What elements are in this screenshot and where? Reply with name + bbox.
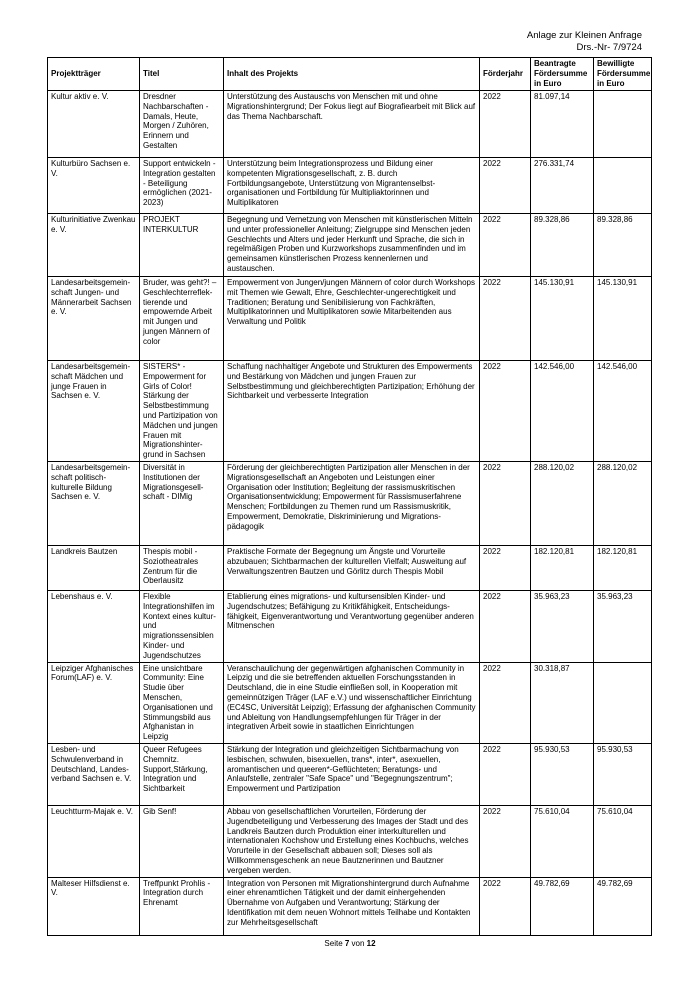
document-header	[527, 30, 642, 53]
cell-traeger: Landesarbeitsgemein-schaft Mädchen und junge Frauen in Sachsen e. V.	[48, 361, 140, 462]
cell-traeger: Leipziger Afghanisches Forum(LAF) e. V.	[48, 662, 140, 743]
table-header-row	[48, 58, 652, 91]
cell-bewilligt	[594, 158, 652, 214]
cell-beantragt: 95.930,53	[531, 743, 594, 805]
table-row	[48, 590, 652, 662]
cell-bewilligt	[594, 91, 652, 158]
cell-titel: Support entwickeln - Integration gestalten - Beteiligung ermöglichen (2021-2023)	[140, 158, 224, 214]
cell-bewilligt: 89.328,86	[594, 214, 652, 277]
cell-titel: SISTERS* - Empowerment for Girls of Color! Stärkung der Selbstbestimmung und Partizipation von Mädchen und jungen Frauen mit Migrationshinter-grund in Sachsen	[140, 361, 224, 462]
cell-beantragt: 49.782,69	[531, 877, 594, 935]
cell-inhalt: Schaffung nachhaltiger Angebote und Strukturen des Empowerments und Bestärkung von Mädchen und jungen Frauen zur Selbstbestimmung und gleichberechtigten Partizipation; Erhöhung der Sichtbarkeit und verbesserte Integration	[224, 361, 480, 462]
cell-traeger: Malteser Hilfsdienst e. V.	[48, 877, 140, 935]
cell-inhalt: Förderung der gleichberechtigten Partizipation aller Menschen in der Migrationsgesellschaft an Angeboten und Leistungen einer Organisation oder Institution; Begleitung der rassismuskritischen Organisationsentwicklung; Empowerment für Rassismuserfahrene Menschen; Fortbildungen zu Themen rund um Rassismuskritik, Empowerment, Demokratie, Diskriminierung und Migrations-pädagogik	[224, 461, 480, 545]
cell-beantragt: 81.097,14	[531, 91, 594, 158]
cell-inhalt: Stärkung der Integration und gleichzeitigen Sichtbarmachung von lesbischen, schwulen, bisexuellen, trans*, inter*, asexuellen, aromantischen und queeren*-Geflüchteten; Beratungs- und Anlaufstelle, zentraler "Safe Space" und "Begegnungszentrum"; Empowerment und Partizipation	[224, 743, 480, 805]
cell-titel: Dresdner Nachbarschaften - Damals, Heute, Morgen / Zuhören, Erinnern und Gestalten	[140, 91, 224, 158]
cell-jahr: 2022	[480, 158, 531, 214]
cell-traeger: Lebenshaus e. V.	[48, 590, 140, 662]
cell-inhalt: Unterstützung des Austauschs von Menschen mit und ohne Migrationshintergrund; Der Fokus liegt auf Biografiearbeit mit Blick auf das Thema Nachbarschaft.	[224, 91, 480, 158]
cell-bewilligt: 182.120,81	[594, 545, 652, 590]
cell-inhalt: Abbau von gesellschaftlichen Vorurteilen, Förderung der Jugendbeteiligung und Verbesserung des Images der Stadt und des Landkreis Bautzen durch Produktion einer interkulturellen und internationalen Kochshow und Erstellung eines Kochbuchs, welches Vorurteile in der Gesellschaft abbauen soll; Dieses soll als Willkommensgeschenk an neue Bautznerinnen und Bautzner vergeben werden.	[224, 805, 480, 877]
column-header-jahr: Förderjahr	[480, 58, 531, 91]
cell-beantragt: 142.546,00	[531, 361, 594, 462]
cell-bewilligt: 35.963,23	[594, 590, 652, 662]
page-footer	[0, 939, 700, 948]
cell-titel: PROJEKT INTERKULTUR	[140, 214, 224, 277]
cell-bewilligt: 142.546,00	[594, 361, 652, 462]
cell-titel: Gib Senf!	[140, 805, 224, 877]
cell-jahr: 2022	[480, 545, 531, 590]
cell-jahr: 2022	[480, 91, 531, 158]
table-row	[48, 277, 652, 361]
cell-traeger: Landkreis Bautzen	[48, 545, 140, 590]
cell-titel: Eine unsichtbare Community: Eine Studie über Menschen, Organisationen und Stimmungsbild aus Afghanistan in Leipzig	[140, 662, 224, 743]
cell-jahr: 2022	[480, 662, 531, 743]
cell-jahr: 2022	[480, 590, 531, 662]
cell-jahr: 2022	[480, 743, 531, 805]
cell-bewilligt: 288.120,02	[594, 461, 652, 545]
cell-traeger: Landesarbeitsgemein-schaft Jungen- und Männerarbeit Sachsen e. V.	[48, 277, 140, 361]
cell-bewilligt: 75.610,04	[594, 805, 652, 877]
cell-titel: Diversität in Institutionen der Migrationsgesell-schaft - DIMig	[140, 461, 224, 545]
header-line-1: Anlage zur Kleinen Anfrage	[526, 30, 642, 41]
column-header-inhalt: Inhalt des Projekts	[224, 58, 480, 91]
cell-inhalt: Etablierung eines migrations- und kultursensiblen Kinder- und Jugendschutzes; Befähigung zu Kritikfähigkeit, Entscheidungs-fähigkeit, Eigenverantwortung und Verantwortung gegenüber anderen Mitmenschen	[224, 590, 480, 662]
table-row	[48, 662, 652, 743]
column-header-titel: Titel	[140, 58, 224, 91]
table-row	[48, 91, 652, 158]
cell-bewilligt	[594, 662, 652, 743]
cell-beantragt: 89.328,86	[531, 214, 594, 277]
cell-traeger: Leuchtturm-Majak e. V.	[48, 805, 140, 877]
cell-jahr: 2022	[480, 805, 531, 877]
footer-total-pages: 12	[366, 939, 376, 948]
cell-beantragt: 75.610,04	[531, 805, 594, 877]
column-header-traeger: Projektträger	[48, 58, 140, 91]
column-header-beantragt: Beantragte Fördersumme in Euro	[531, 58, 594, 91]
cell-inhalt: Integration von Personen mit Migrationshintergrund durch Aufnahme einer ehrenamtlichen Tätigkeit und der damit einhergehenden Übernahme von Aufgaben und Verantwortung; Stärkung der Identifikation mit dem neuen Wohnort mittels Teilhabe und Kontakten zur Mehrheitsgesellschaft	[224, 877, 480, 935]
table-row	[48, 545, 652, 590]
cell-inhalt: Praktische Formate der Begegnung um Ängste und Vorurteile abzubauen; Sichtbarmachen der kulturellen Vielfalt; Ausweitung auf Verwaltungszentren Bautzen und Görlitz durch Thespis Mobil	[224, 545, 480, 590]
cell-traeger: Lesben- und Schwulenverband in Deutschland, Landes-verband Sachsen e. V.	[48, 743, 140, 805]
table-row	[48, 158, 652, 214]
cell-jahr: 2022	[480, 214, 531, 277]
footer-prefix: Seite	[324, 939, 345, 948]
cell-traeger: Kultur aktiv e. V.	[48, 91, 140, 158]
table-row	[48, 461, 652, 545]
cell-jahr: 2022	[480, 277, 531, 361]
cell-titel: Thespis mobil - Soziotheatrales Zentrum für die Oberlausitz	[140, 545, 224, 590]
cell-bewilligt: 49.782,69	[594, 877, 652, 935]
cell-titel: Queer Refugees Chemnitz. Support,Stärkung, Integration und Sichtbarkeit	[140, 743, 224, 805]
cell-bewilligt: 95.930,53	[594, 743, 652, 805]
cell-inhalt: Begegnung und Vernetzung von Menschen mit künstlerischen Mitteln und unter professioneller Anleitung; Zielgruppe sind Menschen jeden Geschlechts und Alters und jeder Herkunft und Sprache, die sich in regelmäßigen Proben und Kurzworkshops zusammenfinden und im gemeinsamen künstlerischen Prozess kennenlernen und austauschen.	[224, 214, 480, 277]
cell-beantragt: 30.318,87	[531, 662, 594, 743]
footer-middle: von	[349, 939, 367, 948]
cell-titel: Flexible Integrationshilfen im Kontext eines kultur- und migrationssensiblen Kinder- und Jugendschutzes	[140, 590, 224, 662]
cell-beantragt: 182.120,81	[531, 545, 594, 590]
cell-inhalt: Veranschaulichung der gegenwärtigen afghanischen Community in Leipzig und die sie betreffenden aktuellen Forschungsstanden in Deutschland, die in eine Studie einfließen soll, in Kooperation mit gemeinnützigen Träger (LAF e.V.) und wissenschaftlicher Einrichtung (EC4SC, Universität Leipzig); Erfassung der afghanischen Community und Ableitung von Handlungsempfehlungen für Träger in der integrativen Arbeit sowie in staatlichen Einrichtungen	[224, 662, 480, 743]
footer-current-page: 7	[344, 939, 350, 948]
cell-titel: Treffpunkt Prohlis - Integration durch Ehrenamt	[140, 877, 224, 935]
table-row	[48, 214, 652, 277]
cell-jahr: 2022	[480, 877, 531, 935]
table-row	[48, 877, 652, 935]
table-row	[48, 361, 652, 462]
header-line-2: Drs.-Nr- 7/9724	[576, 41, 642, 53]
cell-jahr: 2022	[480, 461, 531, 545]
cell-beantragt: 288.120,02	[531, 461, 594, 545]
cell-beantragt: 276.331,74	[531, 158, 594, 214]
table-row	[48, 743, 652, 805]
cell-jahr: 2022	[480, 361, 531, 462]
cell-inhalt: Empowerment von Jungen/jungen Männern of color durch Workshops mit Themen wie Gewalt, Ehre, Geschlechter-ungerechtigkeit und Traditionen; Beratung und Senibilisierung von Fachkräften, Multiplikatorinnen und Multiplikatoren sowie Mitarbeitenden aus Verwaltung und Politik	[224, 277, 480, 361]
cell-beantragt: 35.963,23	[531, 590, 594, 662]
cell-bewilligt: 145.130,91	[594, 277, 652, 361]
cell-inhalt: Unterstützung beim Integrationsprozess und Bildung einer kompetenten Migrationsgesellschaft, z. B. durch Fortbildungsangebote, Unterstützung von Migrantenselbst-organisationen und Fortbildung für Multipliaktorinnen und Multiplikatoren	[224, 158, 480, 214]
cell-titel: Bruder, was geht?! – Geschlechterreflek-tierende und empowernde Arbeit mit Jungen und jungen Männern of color	[140, 277, 224, 361]
cell-traeger: Landesarbeitsgemein-schaft politisch-kulturelle Bildung Sachsen e. V.	[48, 461, 140, 545]
cell-traeger: Kulturbüro Sachsen e. V.	[48, 158, 140, 214]
column-header-bewilligt: Bewilligte Fördersumme in Euro	[594, 58, 652, 91]
table-row	[48, 805, 652, 877]
funding-table	[47, 57, 652, 936]
cell-beantragt: 145.130,91	[531, 277, 594, 361]
cell-traeger: Kulturinitiative Zwenkau e. V.	[48, 214, 140, 277]
